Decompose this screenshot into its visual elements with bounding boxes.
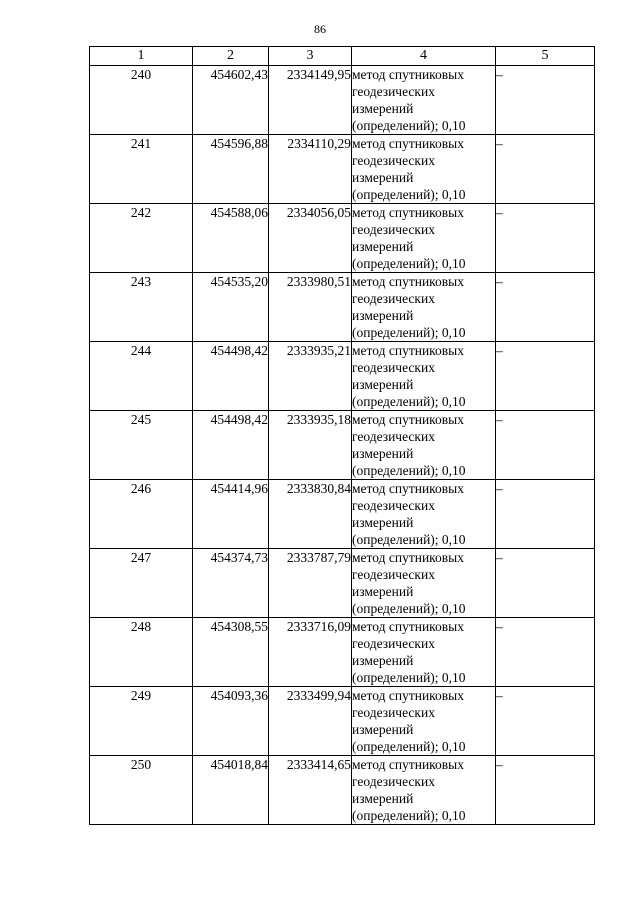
point-number: 245	[90, 411, 193, 480]
column-header-5: 5	[496, 47, 595, 66]
x-coordinate: 454018,84	[193, 756, 269, 825]
y-coordinate: 2334056,05	[269, 204, 352, 273]
method-accuracy: метод спутниковых геодезических измерений (определений); 0,10	[352, 66, 496, 135]
x-coordinate: 454588,06	[193, 204, 269, 273]
point-number: 250	[90, 756, 193, 825]
point-number: 244	[90, 342, 193, 411]
table-row	[90, 273, 595, 342]
table-row	[90, 342, 595, 411]
point-number: 243	[90, 273, 193, 342]
note-cell: –	[496, 342, 595, 411]
point-number: 241	[90, 135, 193, 204]
note-cell: –	[496, 687, 595, 756]
y-coordinate: 2333935,18	[269, 411, 352, 480]
point-number: 246	[90, 480, 193, 549]
point-number: 242	[90, 204, 193, 273]
y-coordinate: 2333935,21	[269, 342, 352, 411]
page-number: 86	[314, 22, 326, 36]
y-coordinate: 2333830,84	[269, 480, 352, 549]
table-header-row	[90, 47, 595, 66]
table-row	[90, 618, 595, 687]
table-row	[90, 66, 595, 135]
table-row	[90, 135, 595, 204]
point-number: 248	[90, 618, 193, 687]
table-row	[90, 204, 595, 273]
method-accuracy: метод спутниковых геодезических измерений (определений); 0,10	[352, 687, 496, 756]
note-cell: –	[496, 204, 595, 273]
y-coordinate: 2334149,95	[269, 66, 352, 135]
y-coordinate: 2333716,09	[269, 618, 352, 687]
column-header-4: 4	[352, 47, 496, 66]
note-cell: –	[496, 756, 595, 825]
column-header-3: 3	[269, 47, 352, 66]
x-coordinate: 454596,88	[193, 135, 269, 204]
x-coordinate: 454498,42	[193, 411, 269, 480]
note-cell: –	[496, 549, 595, 618]
y-coordinate: 2333414,65	[269, 756, 352, 825]
column-header-1: 1	[90, 47, 193, 66]
table-body	[90, 66, 595, 825]
method-accuracy: метод спутниковых геодезических измерений (определений); 0,10	[352, 135, 496, 204]
table-row	[90, 549, 595, 618]
method-accuracy: метод спутниковых геодезических измерений (определений); 0,10	[352, 756, 496, 825]
table-row	[90, 480, 595, 549]
column-header-2: 2	[193, 47, 269, 66]
method-accuracy: метод спутниковых геодезических измерений (определений); 0,10	[352, 342, 496, 411]
point-number: 249	[90, 687, 193, 756]
x-coordinate: 454535,20	[193, 273, 269, 342]
note-cell: –	[496, 66, 595, 135]
y-coordinate: 2333499,94	[269, 687, 352, 756]
table-row	[90, 756, 595, 825]
note-cell: –	[496, 480, 595, 549]
point-number: 247	[90, 549, 193, 618]
note-cell: –	[496, 273, 595, 342]
point-number: 240	[90, 66, 193, 135]
y-coordinate: 2333980,51	[269, 273, 352, 342]
method-accuracy: метод спутниковых геодезических измерений (определений); 0,10	[352, 204, 496, 273]
method-accuracy: метод спутниковых геодезических измерений (определений); 0,10	[352, 549, 496, 618]
method-accuracy: метод спутниковых геодезических измерений (определений); 0,10	[352, 273, 496, 342]
x-coordinate: 454374,73	[193, 549, 269, 618]
method-accuracy: метод спутниковых геодезических измерений (определений); 0,10	[352, 618, 496, 687]
note-cell: –	[496, 135, 595, 204]
coordinates-table	[89, 46, 595, 825]
table-row	[90, 687, 595, 756]
y-coordinate: 2334110,29	[269, 135, 352, 204]
x-coordinate: 454498,42	[193, 342, 269, 411]
x-coordinate: 454602,43	[193, 66, 269, 135]
y-coordinate: 2333787,79	[269, 549, 352, 618]
x-coordinate: 454414,96	[193, 480, 269, 549]
table-row	[90, 411, 595, 480]
method-accuracy: метод спутниковых геодезических измерений (определений); 0,10	[352, 480, 496, 549]
note-cell: –	[496, 411, 595, 480]
x-coordinate: 454093,36	[193, 687, 269, 756]
note-cell: –	[496, 618, 595, 687]
method-accuracy: метод спутниковых геодезических измерений (определений); 0,10	[352, 411, 496, 480]
x-coordinate: 454308,55	[193, 618, 269, 687]
